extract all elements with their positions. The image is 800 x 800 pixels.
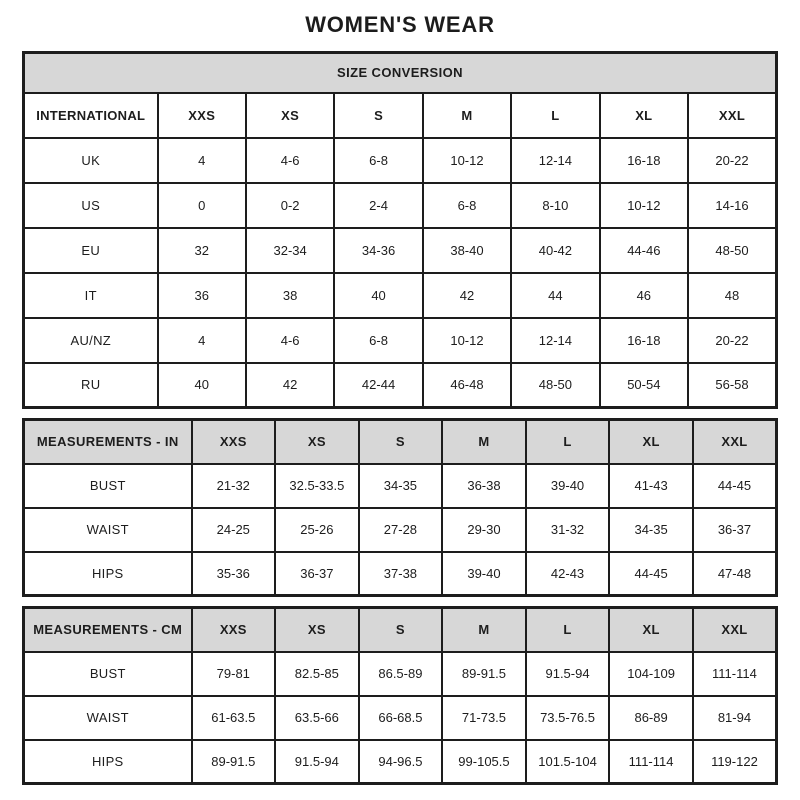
table-cell: 61-63.5 (192, 696, 276, 740)
table-cell: 44-45 (693, 464, 777, 508)
table-cell: 104-109 (609, 652, 693, 696)
table-cell: 36 (158, 273, 246, 318)
row-label: HIPS (24, 740, 192, 784)
table-cell: 6-8 (334, 318, 422, 363)
table-cell: 34-35 (359, 464, 443, 508)
table-cell: 4-6 (246, 318, 334, 363)
table-cell: 101.5-104 (526, 740, 610, 784)
table-cell: 40 (334, 273, 422, 318)
row-label: US (24, 183, 158, 228)
table-cell: 20-22 (688, 318, 776, 363)
table-row (24, 552, 777, 596)
table-cell: 44 (511, 273, 599, 318)
column-header: XS (246, 93, 334, 138)
table-cell: 35-36 (192, 552, 276, 596)
table-cell: 40-42 (511, 228, 599, 273)
row-label: EU (24, 228, 158, 273)
row-label: WAIST (24, 508, 192, 552)
table-cell: 40 (158, 363, 246, 408)
table-cell: 32.5-33.5 (275, 464, 359, 508)
table-row (24, 183, 777, 228)
table-cell: 38 (246, 273, 334, 318)
table-cell: 41-43 (609, 464, 693, 508)
table-cell: 119-122 (693, 740, 777, 784)
table-cell: 32 (158, 228, 246, 273)
table-cell: 82.5-85 (275, 652, 359, 696)
table-cell: 0-2 (246, 183, 334, 228)
row-label: IT (24, 273, 158, 318)
table-row (24, 464, 777, 508)
column-header: L (511, 93, 599, 138)
table-cell: 6-8 (423, 183, 511, 228)
table-cell: 81-94 (693, 696, 777, 740)
table-cell: 42-44 (334, 363, 422, 408)
table-cell: 39-40 (442, 552, 526, 596)
table-cell: 36-38 (442, 464, 526, 508)
table-cell: 44-46 (600, 228, 688, 273)
table-row (24, 363, 777, 408)
column-header: XL (609, 420, 693, 464)
table-cell: 31-32 (526, 508, 610, 552)
table-cell: 16-18 (600, 138, 688, 183)
table-cell: 34-35 (609, 508, 693, 552)
column-header: XXS (192, 420, 276, 464)
table-cell: 42 (246, 363, 334, 408)
row-label: BUST (24, 652, 192, 696)
table-cell: 91.5-94 (526, 652, 610, 696)
table-cell: 46 (600, 273, 688, 318)
table-cell: 39-40 (526, 464, 610, 508)
column-header: S (359, 608, 443, 652)
row-label: AU/NZ (24, 318, 158, 363)
table-cell: 10-12 (423, 318, 511, 363)
table-cell: 2-4 (334, 183, 422, 228)
column-header: L (526, 420, 610, 464)
table-row (24, 652, 777, 696)
column-header: XL (600, 93, 688, 138)
table-cell: 36-37 (693, 508, 777, 552)
column-header-row (24, 608, 777, 652)
table-cell: 10-12 (600, 183, 688, 228)
table-cell: 91.5-94 (275, 740, 359, 784)
table-cell: 8-10 (511, 183, 599, 228)
table-cell: 34-36 (334, 228, 422, 273)
column-header: M (442, 608, 526, 652)
table-row (24, 138, 777, 183)
column-header: INTERNATIONAL (24, 93, 158, 138)
table-cell: 66-68.5 (359, 696, 443, 740)
table-cell: 79-81 (192, 652, 276, 696)
table-title: MEASUREMENTS - IN (24, 420, 192, 464)
measurements-cm-table (22, 606, 778, 785)
table-cell: 12-14 (511, 318, 599, 363)
row-label: UK (24, 138, 158, 183)
table-cell: 46-48 (423, 363, 511, 408)
column-header: M (423, 93, 511, 138)
table-cell: 89-91.5 (442, 652, 526, 696)
size-conversion-table (22, 51, 778, 409)
table-cell: 89-91.5 (192, 740, 276, 784)
table-row (24, 508, 777, 552)
table-cell: 99-105.5 (442, 740, 526, 784)
table-cell: 6-8 (334, 138, 422, 183)
table-cell: 16-18 (600, 318, 688, 363)
column-header: XXL (693, 608, 777, 652)
table-cell: 44-45 (609, 552, 693, 596)
column-header-row (24, 420, 777, 464)
table-cell: 47-48 (693, 552, 777, 596)
column-header: L (526, 608, 610, 652)
table-cell: 42-43 (526, 552, 610, 596)
table-title: MEASUREMENTS - CM (24, 608, 192, 652)
row-label: RU (24, 363, 158, 408)
table-cell: 48-50 (688, 228, 776, 273)
table-cell: 48 (688, 273, 776, 318)
row-label: BUST (24, 464, 192, 508)
column-header: M (442, 420, 526, 464)
table-cell: 12-14 (511, 138, 599, 183)
table-cell: 32-34 (246, 228, 334, 273)
table-row (24, 740, 777, 784)
table-cell: 21-32 (192, 464, 276, 508)
table-row (24, 318, 777, 363)
measurements-in-table (22, 418, 778, 597)
column-header: XXS (192, 608, 276, 652)
column-header: S (334, 93, 422, 138)
table-cell: 25-26 (275, 508, 359, 552)
table-cell: 27-28 (359, 508, 443, 552)
table-cell: 111-114 (609, 740, 693, 784)
table-cell: 86.5-89 (359, 652, 443, 696)
table-cell: 14-16 (688, 183, 776, 228)
table-title: SIZE CONVERSION (24, 53, 777, 93)
row-label: HIPS (24, 552, 192, 596)
table-cell: 38-40 (423, 228, 511, 273)
table-cell: 56-58 (688, 363, 776, 408)
column-header-row (24, 93, 777, 138)
column-header: XXL (693, 420, 777, 464)
page-title: WOMEN'S WEAR (305, 12, 495, 37)
column-header: XXS (158, 93, 246, 138)
table-cell: 4 (158, 138, 246, 183)
table-cell: 10-12 (423, 138, 511, 183)
table-cell: 24-25 (192, 508, 276, 552)
table-cell: 4 (158, 318, 246, 363)
table-cell: 73.5-76.5 (526, 696, 610, 740)
table-row (24, 696, 777, 740)
column-header: XXL (688, 93, 776, 138)
table-cell: 63.5-66 (275, 696, 359, 740)
table-cell: 0 (158, 183, 246, 228)
column-header: S (359, 420, 443, 464)
row-label: WAIST (24, 696, 192, 740)
table-cell: 20-22 (688, 138, 776, 183)
column-header: XS (275, 420, 359, 464)
table-cell: 50-54 (600, 363, 688, 408)
table-cell: 4-6 (246, 138, 334, 183)
column-header: XS (275, 608, 359, 652)
table-cell: 29-30 (442, 508, 526, 552)
table-row (24, 228, 777, 273)
table-cell: 86-89 (609, 696, 693, 740)
table-cell: 36-37 (275, 552, 359, 596)
table-cell: 71-73.5 (442, 696, 526, 740)
table-cell: 111-114 (693, 652, 777, 696)
table-cell: 48-50 (511, 363, 599, 408)
table-cell: 94-96.5 (359, 740, 443, 784)
table-title-row (24, 53, 777, 93)
table-cell: 42 (423, 273, 511, 318)
table-row (24, 273, 777, 318)
column-header: XL (609, 608, 693, 652)
table-cell: 37-38 (359, 552, 443, 596)
